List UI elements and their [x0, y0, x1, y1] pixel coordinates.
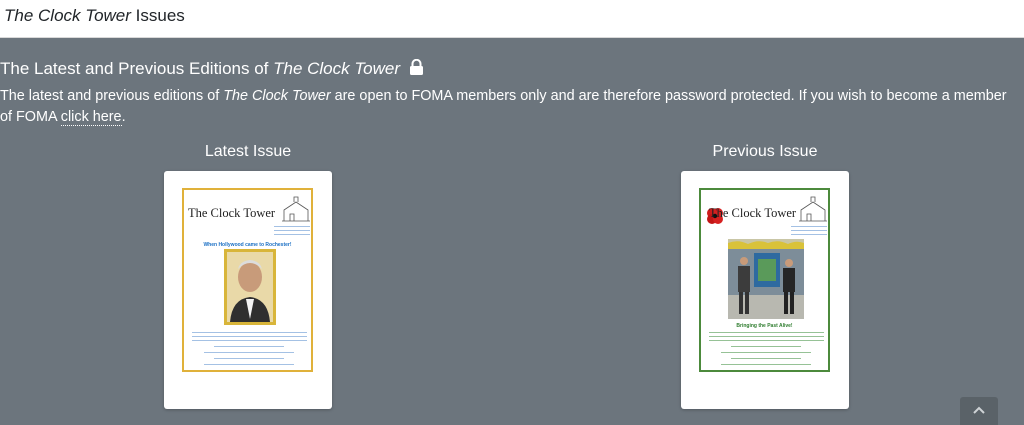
section-heading-prefix: The Latest and Previous Editions of: [0, 59, 274, 78]
previous-cover-title: The Clock Tower: [709, 206, 797, 220]
intro-suffix: are open to FOMA members only and are therefore password protected. If you wish to become a member of FOMA: [0, 88, 1007, 125]
previous-issue-cover[interactable]: [699, 188, 830, 372]
intro-end: .: [121, 109, 126, 125]
latest-cover-photo: [224, 249, 276, 325]
intro-prefix: The latest and previous editions of: [0, 88, 224, 104]
previous-cover-photo: [728, 239, 804, 319]
chevron-up-icon: [973, 406, 985, 414]
previous-issue-card[interactable]: [681, 171, 849, 409]
latest-issue-cover[interactable]: [182, 188, 313, 372]
previous-cover-headline: Bringing the Past Alive!: [736, 323, 793, 329]
latest-cover-title: The Clock Tower: [188, 206, 276, 220]
top-bar: [0, 0, 1024, 38]
intro-italic: The Clock Tower: [223, 88, 331, 104]
page-title-italic: The Clock Tower: [4, 6, 131, 25]
previous-issue-label: Previous Issue: [712, 143, 818, 160]
section-heading-italic: The Clock Tower: [273, 59, 401, 78]
latest-cover-headline: When Hollywood came to Rochester!: [203, 242, 292, 248]
latest-issue-card[interactable]: [164, 171, 332, 409]
page-title-rest: Issues: [130, 6, 185, 25]
clock-tower-sketch-icon: [797, 196, 829, 222]
membership-link[interactable]: click here: [60, 109, 122, 125]
page-title: [4, 6, 185, 26]
latest-issue-label: Latest Issue: [204, 143, 292, 160]
intro-paragraph: [0, 86, 1020, 128]
lock-icon: [409, 59, 424, 80]
clock-tower-sketch-icon: [280, 196, 312, 222]
section-heading: [0, 59, 424, 80]
